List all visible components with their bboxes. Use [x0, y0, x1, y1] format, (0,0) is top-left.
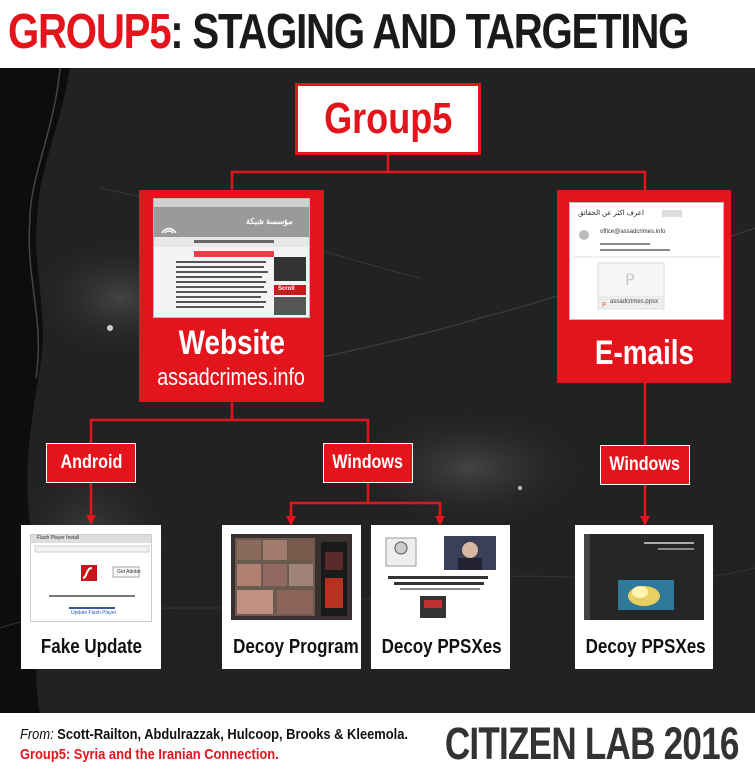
fake-update-screenshot-button: Get Adobe — [117, 569, 141, 575]
output-decoy-ppsx-1 — [371, 525, 510, 669]
decoy-program-screenshot — [231, 534, 352, 620]
tag-android — [46, 443, 136, 483]
website-screenshot — [153, 198, 310, 318]
citation-prefix: From: — [20, 726, 54, 743]
tag-windows-website-text: Windows — [332, 452, 404, 473]
output-label-text: Fake Update — [40, 636, 142, 658]
website-screenshot-badge: Scroll — [278, 286, 295, 292]
output-label-text: Decoy PPSXes — [381, 636, 502, 658]
decoy-ppsx-1-screenshot — [380, 534, 501, 620]
output-decoy-ppsx-2 — [575, 525, 713, 669]
tag-android-text: Android — [60, 452, 122, 473]
citation-authors-text: Scott-Railton, Abdulrazzak, Hulcoop, Brooks & Kleemola. — [53, 726, 409, 743]
decoy-ppsx-1-screenshot-graphic — [380, 534, 501, 620]
tag-windows-emails-text: Windows — [609, 454, 681, 475]
website-title-text: Website — [178, 324, 285, 362]
tag-windows-website — [323, 443, 413, 483]
output-label — [371, 636, 510, 659]
tag-windows-emails — [600, 445, 690, 485]
fake-update-screenshot-title: Flash Player Install — [37, 535, 80, 541]
brand-logo-text: CITIZEN LAB 2016 — [445, 718, 739, 769]
fake-update-screenshot — [30, 534, 152, 622]
svg-text:P: P — [625, 270, 635, 289]
decoy-program-screenshot-graphic — [231, 534, 352, 620]
emails-title — [557, 334, 731, 373]
email-screenshot — [569, 202, 724, 320]
decoy-ppsx-2-screenshot-graphic — [584, 534, 704, 620]
website-screenshot-heading: مؤسسة شبكة — [246, 217, 293, 226]
website-domain-text: assadcrimes.info — [157, 364, 306, 391]
website-domain — [139, 364, 324, 392]
output-label-text: Decoy Program — [233, 636, 359, 658]
email-sender: office@assadcrimes.info — [600, 229, 666, 235]
citation-authors — [20, 726, 408, 743]
fake-update-screenshot-link: Update Flash Player — [71, 610, 117, 616]
title-group-name: GROUP5 — [8, 5, 171, 59]
website-title — [139, 324, 324, 363]
emails-node — [557, 190, 731, 383]
root-label: Group5 — [323, 94, 453, 143]
fake-update-screenshot-graphic — [31, 535, 152, 621]
svg-text:P: P — [602, 301, 607, 309]
title-subtitle: : STAGING AND TARGETING — [170, 5, 689, 59]
root-node-group5 — [295, 83, 481, 155]
output-label — [575, 636, 713, 659]
output-label — [222, 636, 361, 659]
citation-title: Group5: Syria and the Iranian Connection. — [20, 746, 279, 763]
emails-title-text: E-mails — [594, 334, 694, 372]
output-label-text: Decoy PPSXes — [585, 636, 706, 658]
output-label — [21, 636, 161, 659]
output-fake-update — [21, 525, 161, 669]
output-decoy-program — [222, 525, 361, 669]
decoy-ppsx-2-screenshot — [584, 534, 704, 620]
email-subject: اعرف اكثر عن الحقائق — [578, 210, 644, 217]
email-attachment: assadcrimes.ppsx — [610, 299, 659, 305]
website-node — [139, 190, 324, 402]
